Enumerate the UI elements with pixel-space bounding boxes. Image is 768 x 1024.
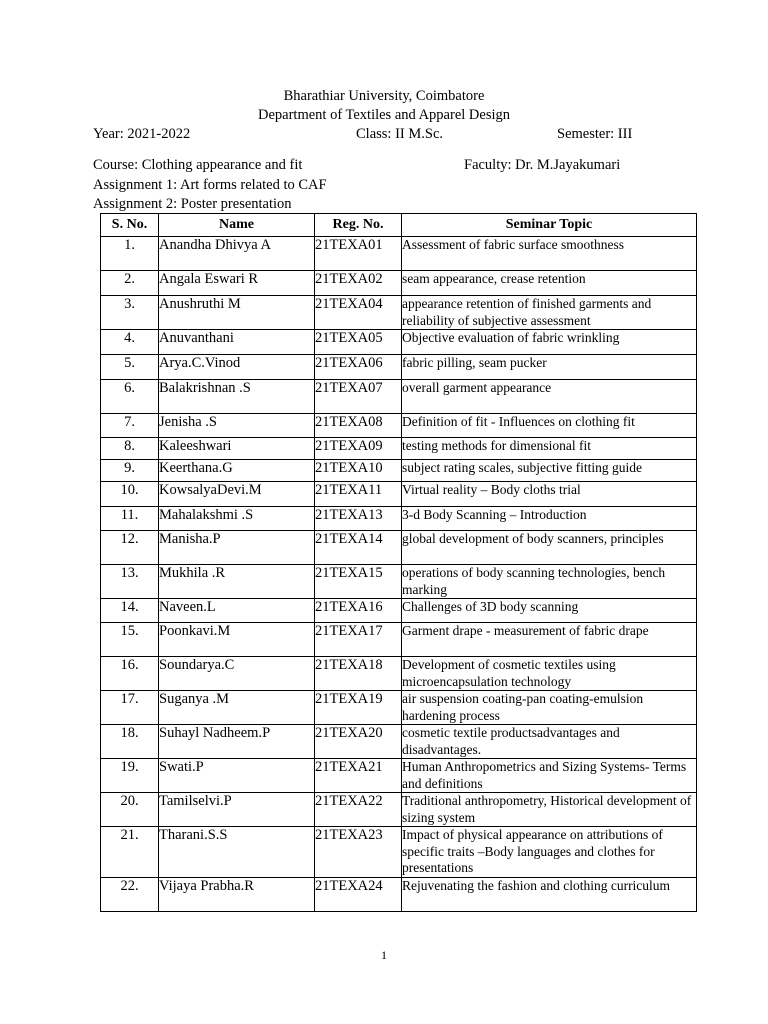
table-row bbox=[101, 460, 697, 482]
row-reg-no: 21TEXA18 bbox=[315, 657, 402, 691]
row-seminar-topic: Human Anthropometrics and Sizing Systems- Terms and definitions bbox=[402, 759, 697, 793]
table-row bbox=[101, 599, 697, 623]
row-reg-no: 21TEXA23 bbox=[315, 827, 402, 878]
row-seminar-topic: Definition of fit - Influences on clothing fit bbox=[402, 414, 697, 438]
row-seminar-topic: fabric pilling, seam pucker bbox=[402, 355, 697, 380]
row-seminar-topic: overall garment appearance bbox=[402, 380, 697, 414]
row-sno: 5. bbox=[101, 355, 159, 380]
row-reg-no: 21TEXA02 bbox=[315, 271, 402, 296]
row-name: Soundarya.C bbox=[159, 657, 315, 691]
table-row bbox=[101, 793, 697, 827]
row-sno: 17. bbox=[101, 691, 159, 725]
row-reg-no: 21TEXA24 bbox=[315, 877, 402, 911]
table-row bbox=[101, 438, 697, 460]
row-reg-no: 21TEXA19 bbox=[315, 691, 402, 725]
table-row bbox=[101, 623, 697, 657]
assignment-1: Assignment 1: Art forms related to CAF bbox=[93, 177, 327, 193]
row-reg-no: 21TEXA20 bbox=[315, 725, 402, 759]
row-name: Suganya .M bbox=[159, 691, 315, 725]
row-name: Poonkavi.M bbox=[159, 623, 315, 657]
table-row bbox=[101, 725, 697, 759]
row-sno: 12. bbox=[101, 531, 159, 565]
row-name: Mahalakshmi .S bbox=[159, 507, 315, 531]
table-row bbox=[101, 355, 697, 380]
class-label: Class: II M.Sc. bbox=[356, 126, 443, 142]
row-sno: 1. bbox=[101, 237, 159, 271]
row-reg-no: 21TEXA06 bbox=[315, 355, 402, 380]
row-name: Kaleeshwari bbox=[159, 438, 315, 460]
row-seminar-topic: Challenges of 3D body scanning bbox=[402, 599, 697, 623]
row-seminar-topic: Garment drape - measurement of fabric drape bbox=[402, 623, 697, 657]
row-seminar-topic: Virtual reality – Body cloths trial bbox=[402, 482, 697, 507]
row-reg-no: 21TEXA21 bbox=[315, 759, 402, 793]
semester-label: Semester: III bbox=[557, 126, 633, 142]
table-row bbox=[101, 414, 697, 438]
university-title: Bharathiar University, Coimbatore bbox=[283, 88, 485, 104]
row-reg-no: 21TEXA05 bbox=[315, 330, 402, 355]
row-reg-no: 21TEXA17 bbox=[315, 623, 402, 657]
row-reg-no: 21TEXA01 bbox=[315, 237, 402, 271]
table-row bbox=[101, 565, 697, 599]
row-name: Naveen.L bbox=[159, 599, 315, 623]
row-reg-no: 21TEXA14 bbox=[315, 531, 402, 565]
row-seminar-topic: appearance retention of finished garments and reliability of subjective assessment bbox=[402, 296, 697, 330]
row-sno: 21. bbox=[101, 827, 159, 878]
faculty-label: Faculty: Dr. M.Jayakumari bbox=[464, 157, 621, 173]
table-row bbox=[101, 657, 697, 691]
row-sno: 13. bbox=[101, 565, 159, 599]
table-row bbox=[101, 691, 697, 725]
row-name: Balakrishnan .S bbox=[159, 380, 315, 414]
row-sno: 8. bbox=[101, 438, 159, 460]
row-sno: 16. bbox=[101, 657, 159, 691]
row-seminar-topic: Rejuvenating the fashion and clothing curriculum bbox=[402, 877, 697, 911]
row-sno: 11. bbox=[101, 507, 159, 531]
table-row bbox=[101, 531, 697, 565]
row-reg-no: 21TEXA16 bbox=[315, 599, 402, 623]
table-row bbox=[101, 482, 697, 507]
row-seminar-topic: Development of cosmetic textiles using microencapsulation technology bbox=[402, 657, 697, 691]
row-name: Arya.C.Vinod bbox=[159, 355, 315, 380]
row-reg-no: 21TEXA22 bbox=[315, 793, 402, 827]
row-sno: 18. bbox=[101, 725, 159, 759]
row-sno: 7. bbox=[101, 414, 159, 438]
table-row bbox=[101, 237, 697, 271]
row-seminar-topic: subject rating scales, subjective fitting guide bbox=[402, 460, 697, 482]
row-name: KowsalyaDevi.M bbox=[159, 482, 315, 507]
row-sno: 15. bbox=[101, 623, 159, 657]
row-reg-no: 21TEXA09 bbox=[315, 438, 402, 460]
row-name: Manisha.P bbox=[159, 531, 315, 565]
row-seminar-topic: Objective evaluation of fabric wrinkling bbox=[402, 330, 697, 355]
row-seminar-topic: Impact of physical appearance on attributions of specific traits –Body languages and clothes for presentations bbox=[402, 827, 697, 878]
header-reg-no: Reg. No. bbox=[315, 214, 402, 237]
row-reg-no: 21TEXA15 bbox=[315, 565, 402, 599]
year-label: Year: 2021-2022 bbox=[93, 126, 191, 142]
row-sno: 6. bbox=[101, 380, 159, 414]
row-reg-no: 21TEXA10 bbox=[315, 460, 402, 482]
row-seminar-topic: global development of body scanners, principles bbox=[402, 531, 697, 565]
table-row bbox=[101, 507, 697, 531]
row-name: Tharani.S.S bbox=[159, 827, 315, 878]
row-name: Mukhila .R bbox=[159, 565, 315, 599]
row-name: Tamilselvi.P bbox=[159, 793, 315, 827]
table-row bbox=[101, 877, 697, 911]
row-name: Anandha Dhivya A bbox=[159, 237, 315, 271]
row-reg-no: 21TEXA11 bbox=[315, 482, 402, 507]
row-seminar-topic: operations of body scanning technologies, bench marking bbox=[402, 565, 697, 599]
row-name: Vijaya Prabha.R bbox=[159, 877, 315, 911]
course-label: Course: Clothing appearance and fit bbox=[93, 157, 303, 173]
department-title: Department of Textiles and Apparel Design bbox=[258, 107, 510, 123]
row-seminar-topic: cosmetic textile productsadvantages and disadvantages. bbox=[402, 725, 697, 759]
row-seminar-topic: seam appearance, crease retention bbox=[402, 271, 697, 296]
row-sno: 9. bbox=[101, 460, 159, 482]
table-row bbox=[101, 330, 697, 355]
row-seminar-topic: 3-d Body Scanning – Introduction bbox=[402, 507, 697, 531]
row-name: Angala Eswari R bbox=[159, 271, 315, 296]
header-seminar-topic: Seminar Topic bbox=[402, 214, 697, 237]
seminar-table bbox=[100, 213, 697, 912]
row-name: Suhayl Nadheem.P bbox=[159, 725, 315, 759]
row-name: Anushruthi M bbox=[159, 296, 315, 330]
table-row bbox=[101, 827, 697, 878]
row-name: Swati.P bbox=[159, 759, 315, 793]
row-reg-no: 21TEXA13 bbox=[315, 507, 402, 531]
row-sno: 19. bbox=[101, 759, 159, 793]
row-name: Anuvanthani bbox=[159, 330, 315, 355]
header-sno: S. No. bbox=[101, 214, 159, 237]
table-row bbox=[101, 380, 697, 414]
table-row bbox=[101, 296, 697, 330]
table-header-row bbox=[101, 214, 697, 237]
row-seminar-topic: Assessment of fabric surface smoothness bbox=[402, 237, 697, 271]
row-seminar-topic: Traditional anthropometry, Historical development of sizing system bbox=[402, 793, 697, 827]
row-sno: 22. bbox=[101, 877, 159, 911]
row-sno: 2. bbox=[101, 271, 159, 296]
row-seminar-topic: air suspension coating-pan coating-emulsion hardening process bbox=[402, 691, 697, 725]
row-name: Keerthana.G bbox=[159, 460, 315, 482]
row-seminar-topic: testing methods for dimensional fit bbox=[402, 438, 697, 460]
table-row bbox=[101, 271, 697, 296]
page-number: 1 bbox=[381, 948, 387, 962]
row-name: Jenisha .S bbox=[159, 414, 315, 438]
row-sno: 20. bbox=[101, 793, 159, 827]
row-reg-no: 21TEXA04 bbox=[315, 296, 402, 330]
table-row bbox=[101, 759, 697, 793]
row-reg-no: 21TEXA08 bbox=[315, 414, 402, 438]
row-sno: 14. bbox=[101, 599, 159, 623]
row-sno: 3. bbox=[101, 296, 159, 330]
row-sno: 10. bbox=[101, 482, 159, 507]
row-reg-no: 21TEXA07 bbox=[315, 380, 402, 414]
header-name: Name bbox=[159, 214, 315, 237]
row-sno: 4. bbox=[101, 330, 159, 355]
assignment-2: Assignment 2: Poster presentation bbox=[93, 196, 292, 212]
